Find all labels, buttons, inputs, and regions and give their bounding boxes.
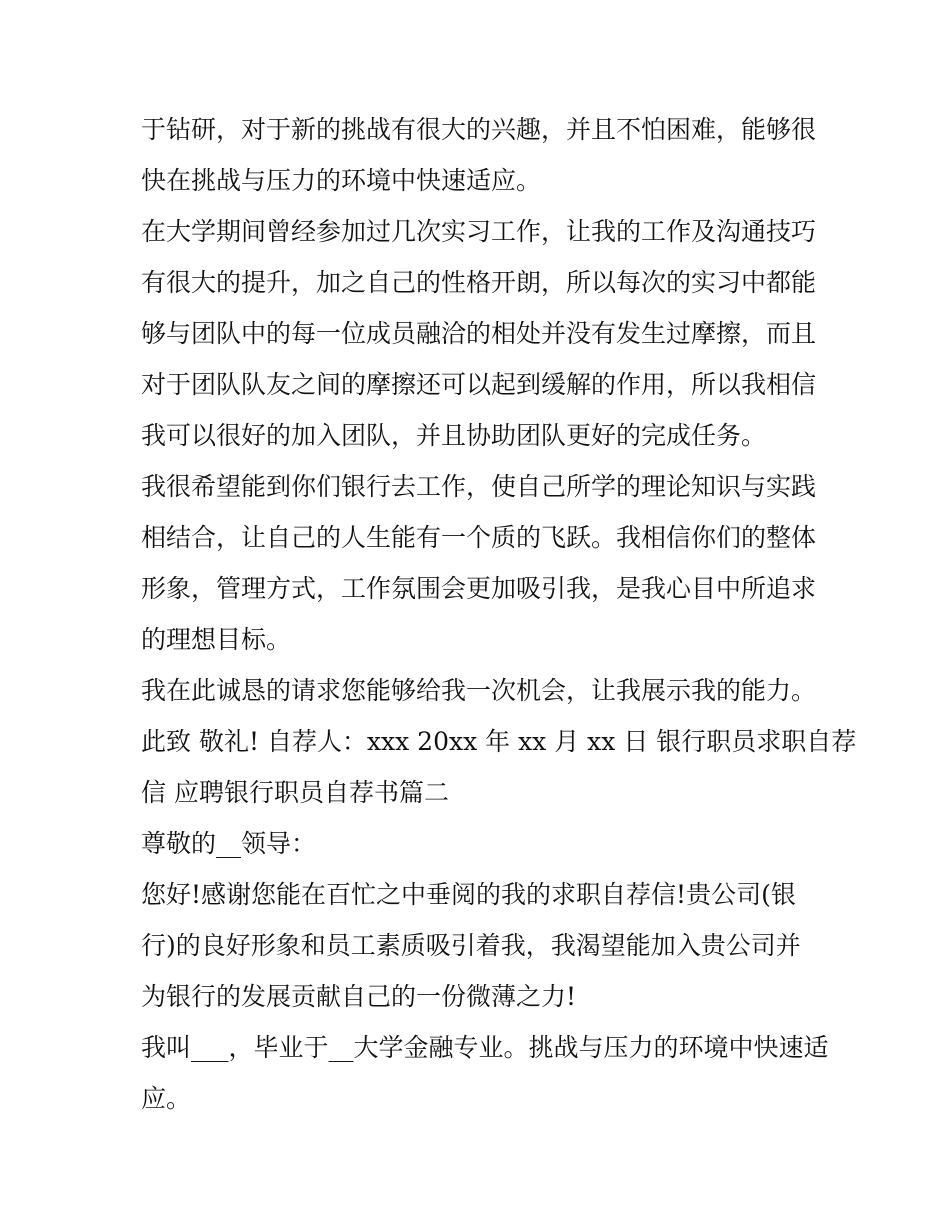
text-line: 行)的良好形象和员工素质吸引着我，我渴望能加入贵公司并 (141, 931, 801, 960)
salutation-line: 尊敬的__领导： (141, 829, 317, 858)
text-line: 信 应聘银行职员自荐书篇二 (141, 778, 449, 807)
text-line: 我可以很好的加入团队，并且协助团队更好的完成任务。 (141, 421, 767, 450)
text-line: 够与团队中的每一位成员融洽的相处并没有发生过摩擦，而且 (141, 319, 817, 348)
text-line: 我叫___，毕业于__大学金融专业。挑战与压力的环境中快速适 (141, 1033, 829, 1062)
text-line: 您好!感谢您能在百忙之中垂阅的我的求职自荐信!贵公司(银 (141, 880, 796, 909)
text-line: 此致 敬礼! 自荐人：xxx 20xx 年 xx 月 xx 日 银行职员求职自荐 (141, 727, 857, 756)
text-line: 我在此诚恳的请求您能够给我一次机会，让我展示我的能力。 (141, 676, 817, 705)
text-line: 在大学期间曾经参加过几次实习工作，让我的工作及沟通技巧 (141, 217, 817, 246)
text-line: 为银行的发展贡献自己的一份微薄之力! (141, 982, 577, 1011)
text-line: 的理想目标。 (141, 625, 292, 654)
text-line: 对于团队队友之间的摩擦还可以起到缓解的作用，所以我相信 (141, 370, 817, 399)
document-body (141, 104, 857, 1124)
text-line: 我很希望能到你们银行去工作，使自己所学的理论知识与实践 (141, 472, 817, 501)
text-line: 快在挑战与压力的环境中快速适应。 (141, 166, 542, 195)
text-line: 于钻研，对于新的挑战有很大的兴趣，并且不怕困难，能够很 (141, 115, 817, 144)
text-line: 有很大的提升，加之自己的性格开朗，所以每次的实习中都能 (141, 268, 817, 297)
text-line: 相结合，让自己的人生能有一个质的飞跃。我相信你们的整体 (141, 523, 817, 552)
text-line: 应。 (141, 1084, 192, 1113)
text-line: 形象，管理方式，工作氛围会更加吸引我，是我心目中所追求 (141, 574, 817, 603)
